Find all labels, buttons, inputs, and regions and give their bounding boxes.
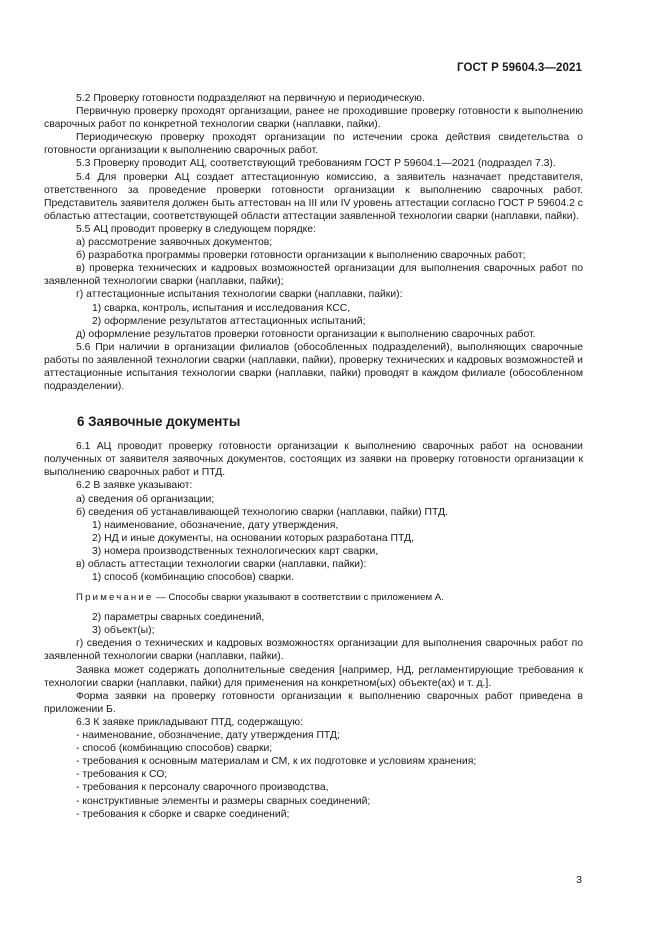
paragraph: 5.5 АЦ проводит проверку в следующем порядке: [76, 223, 316, 235]
note-label: Примечание [76, 592, 154, 604]
section-6-title: 6 Заявочные документы [77, 414, 241, 430]
paragraph: 6.1 АЦ проводит проверку готовности организации к выполнению сварочных работ на основании полученных от заявителя заявочных документов, состоящих из заявки на проверку готовности организации к выполнению сварочных работ и ПТД. [44, 441, 583, 479]
paragraph: - требования к СО; [76, 769, 168, 781]
paragraph: 5.6 При наличии в организации филиалов (обособленных подразделений), выполняющих сварочные работы по заявленной технологии сварки (наплавки, пайки), проверку технических и кадровых возможностей и аттестационные испытания технологии сварки (наплавки, пайки) проводят в каждом филиале (обособленном подразделении). [44, 341, 583, 393]
paragraph: г) сведения о технических и кадровых возможностях организации для выполнения сварочных работ по заявленной технологии сварки (наплавки, пайки). [44, 638, 583, 663]
paragraph: Заявка может содержать дополнительные сведения [например, НД, регламентирующие требования к технологии сварки (наплавки, пайки) для применения на конкретном(ых) объекте(ах) и т. д.]. [44, 664, 583, 689]
paragraph: - требования к персоналу сварочного производства, [76, 782, 329, 794]
section-6-body-part-2 [44, 611, 583, 821]
paragraph: б) сведения об устанавливающей технологию сварки (наплавки, пайки) ПТД. [76, 506, 448, 518]
paragraph: 6.3 К заявке прикладывают ПТД, содержащую: [76, 716, 303, 728]
paragraph: 2) параметры сварных соединений, [92, 612, 265, 624]
paragraph: Периодическую проверку проходят организации по истечении срока действия свидетельства о готовности организации к выполнению сварочных работ. [44, 132, 583, 157]
paragraph: - способ (комбинацию способов) сварки; [76, 743, 273, 755]
note-text: — Способы сварки указывают в соответствии с приложением А. [153, 592, 444, 604]
paragraph: 2) НД и иные документы, на основании которых разработана ПТД, [92, 532, 414, 544]
paragraph: Форма заявки на проверку готовности организации к выполнению сварочных работ приведена в приложении Б. [44, 690, 583, 715]
paragraph: 3) номера производственных технологических карт сварки, [92, 545, 379, 557]
note [44, 591, 583, 604]
paragraph: - требования к основным материалам и СМ, к их подготовке и условиям хранения; [76, 756, 477, 768]
paragraph: 1) наименование, обозначение, дату утверждения, [92, 519, 339, 531]
paragraph: д) оформление результатов проверки готовности организации к выполнению сварочных работ. [76, 328, 536, 340]
paragraph: 2) оформление результатов аттестационных испытаний; [92, 315, 366, 327]
paragraph: а) рассмотрение заявочных документов; [76, 237, 273, 249]
paragraph: 5.2 Проверку готовности подразделяют на первичную и периодическую. [76, 93, 425, 104]
paragraph: - наименование, обозначение, дату утверждения ПТД; [76, 730, 340, 742]
paragraph: в) проверка технических и кадровых возможностей организации для выполнения сварочных работ по заявленной технологии сварки (наплавки, пайки); [44, 263, 583, 288]
paragraph: г) аттестационные испытания технологии сварки (наплавки, пайки): [76, 289, 403, 301]
paragraph: 5.3 Проверку проводит АЦ, соответствующий требованиям ГОСТ Р 59604.1—2021 (подраздел 7.3). [76, 158, 556, 170]
paragraph: 6.2 В заявке указывают: [76, 480, 193, 492]
paragraph: в) область аттестации технологии сварки (наплавки, пайки): [76, 559, 367, 570]
paragraph: - конструктивные элементы и размеры сварных соединений; [76, 795, 371, 807]
paragraph: - требования к сборке и сварке соединений; [76, 808, 290, 820]
paragraph: 1) сварка, контроль, испытания и исследования КСС, [92, 302, 351, 314]
paragraph: 1) способ (комбинацию способов) сварки. [92, 572, 294, 584]
section-5-body [44, 92, 583, 393]
section-6-body-part-1 [44, 440, 583, 584]
paragraph: а) сведения об организации; [76, 493, 215, 505]
paragraph: Первичную проверку проходят организации, ранее не проходившие проверку готовности к выполнению сварочных работ по конкретной технологии сварки (наплавки, пайки). [44, 106, 583, 131]
page-content [44, 92, 583, 821]
page-number: 3 [576, 874, 582, 886]
paragraph: 5.4 Для проверки АЦ создает аттестационную комиссию, а заявитель назначает представителя, ответственного за проведение проверки готовности организации к выполнению сварочных работ. Представитель заявителя должен быть аттестован на III или IV уровень аттестации согласно ГОСТ Р 59604.2 с областью аттестации, соответствующей области аттестации заявленной технологии сварки (наплавки, пайки). [44, 171, 583, 222]
document-header: ГОСТ Р 59604.3—2021 [457, 62, 582, 74]
paragraph: б) разработка программы проверки готовности организации к выполнению сварочных работ; [76, 250, 526, 262]
paragraph: 3) объект(ы); [92, 625, 155, 637]
